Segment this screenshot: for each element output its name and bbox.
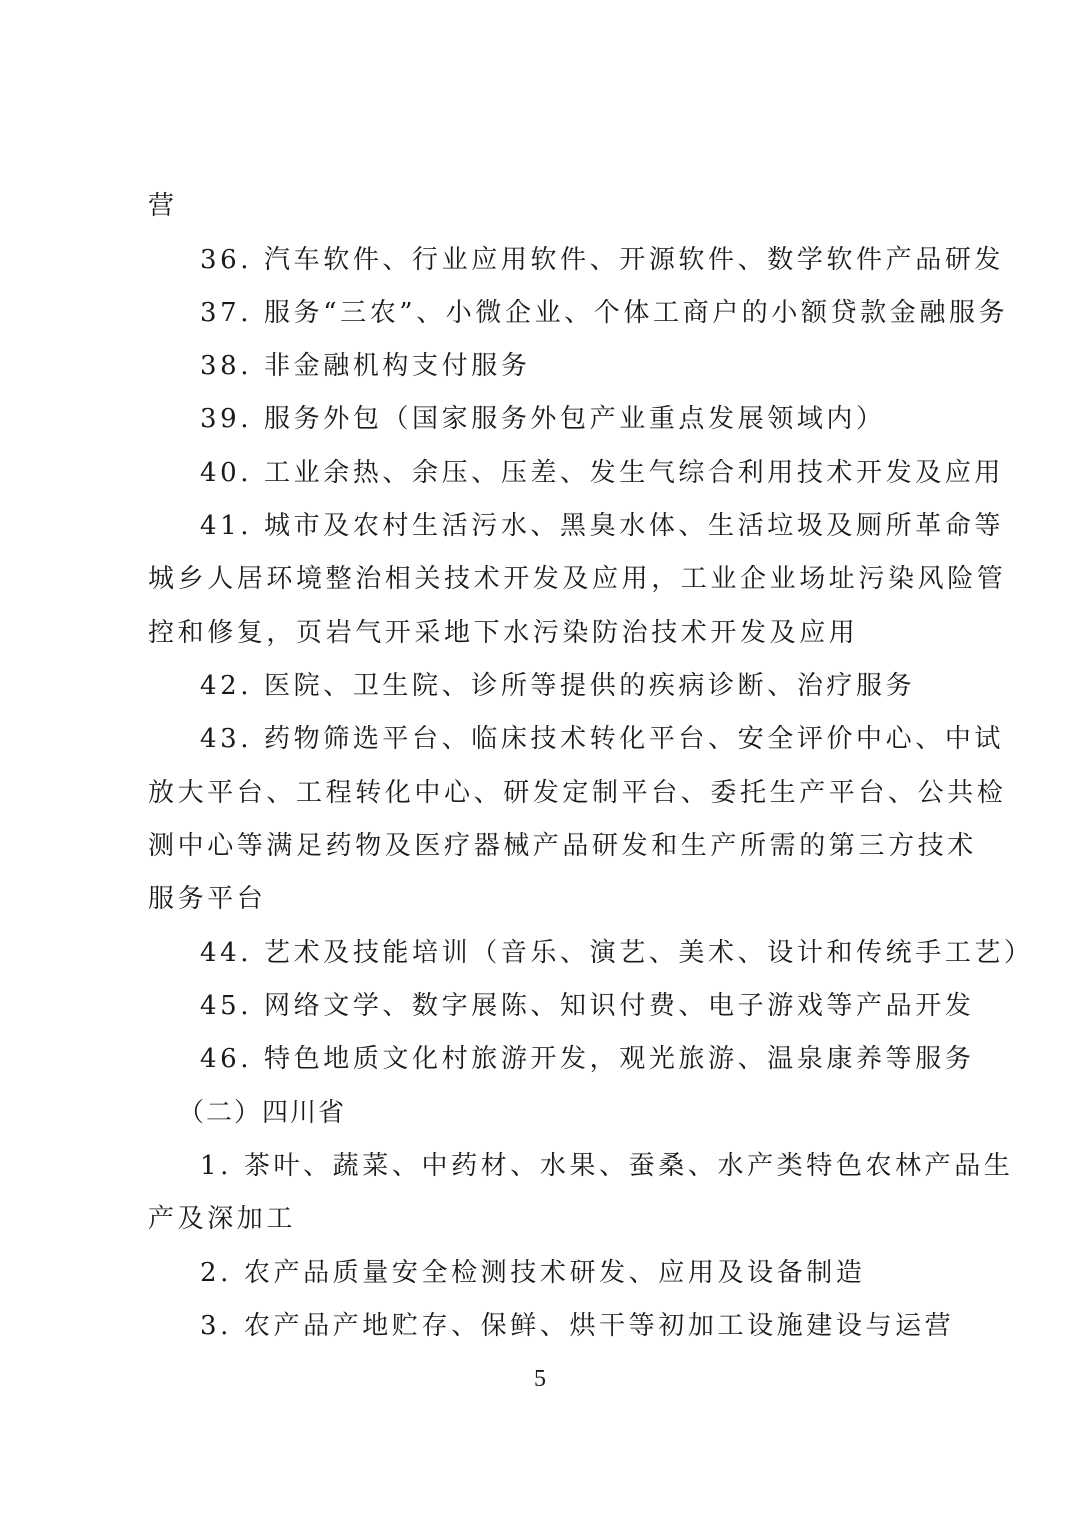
list-item-46: 46. 特色地质文化村旅游开发，观光旅游、温泉康养等服务: [200, 1044, 975, 1074]
list-item-41-cont-2: 控和修复，页岩气开采地下水污染防治技术开发及应用: [148, 618, 859, 648]
list-item-43-cont-3: 服务平台: [148, 884, 267, 914]
list-item-44: 44. 艺术及技能培训（音乐、演艺、美术、设计和传统手工艺）: [200, 938, 1034, 968]
list-item-1-cont: 产及深加工: [148, 1204, 297, 1234]
list-item-42: 42. 医院、卫生院、诊所等提供的疾病诊断、治疗服务: [200, 671, 916, 701]
list-item-45: 45. 网络文学、数字展陈、知识付费、电子游戏等产品开发: [200, 991, 975, 1021]
list-item-2: 2. 农产品质量安全检测技术研发、应用及设备制造: [200, 1258, 866, 1288]
list-item-40: 40. 工业余热、余压、压差、发生气综合利用技术开发及应用: [200, 458, 1005, 488]
list-item-38: 38. 非金融机构支付服务: [200, 351, 531, 381]
list-item-43-cont-1: 放大平台、工程转化中心、研发定制平台、委托生产平台、公共检: [148, 778, 1007, 808]
list-item-43: 43. 药物筛选平台、临床技术转化平台、安全评价中心、中试: [200, 724, 1005, 754]
list-item-39: 39. 服务外包（国家服务外包产业重点发展领域内）: [200, 404, 886, 434]
list-item-41-cont-1: 城乡人居环境整治相关技术开发及应用，工业企业场址污染风险管: [148, 564, 1007, 594]
list-item-37: 37. 服务“三农”、小微企业、个体工商户的小额贷款金融服务: [200, 298, 1009, 328]
list-item-36: 36. 汽车软件、行业应用软件、开源软件、数学软件产品研发: [200, 245, 1005, 275]
page-number: 5: [534, 1366, 546, 1392]
list-item-3: 3. 农产品产地贮存、保鲜、烘干等初加工设施建设与运营: [200, 1311, 955, 1341]
list-item-43-cont-2: 测中心等满足药物及医疗器械产品研发和生产所需的第三方技术: [148, 831, 977, 861]
section-heading-sichuan: （二）四川省: [178, 1098, 347, 1128]
list-item-41: 41. 城市及农村生活污水、黑臭水体、生活垃圾及厕所革命等: [200, 511, 1005, 541]
list-item-1: 1. 茶叶、蔬菜、中药材、水果、蚕桑、水产类特色农林产品生: [200, 1151, 1014, 1181]
text-line-continuation: 营: [148, 191, 178, 221]
